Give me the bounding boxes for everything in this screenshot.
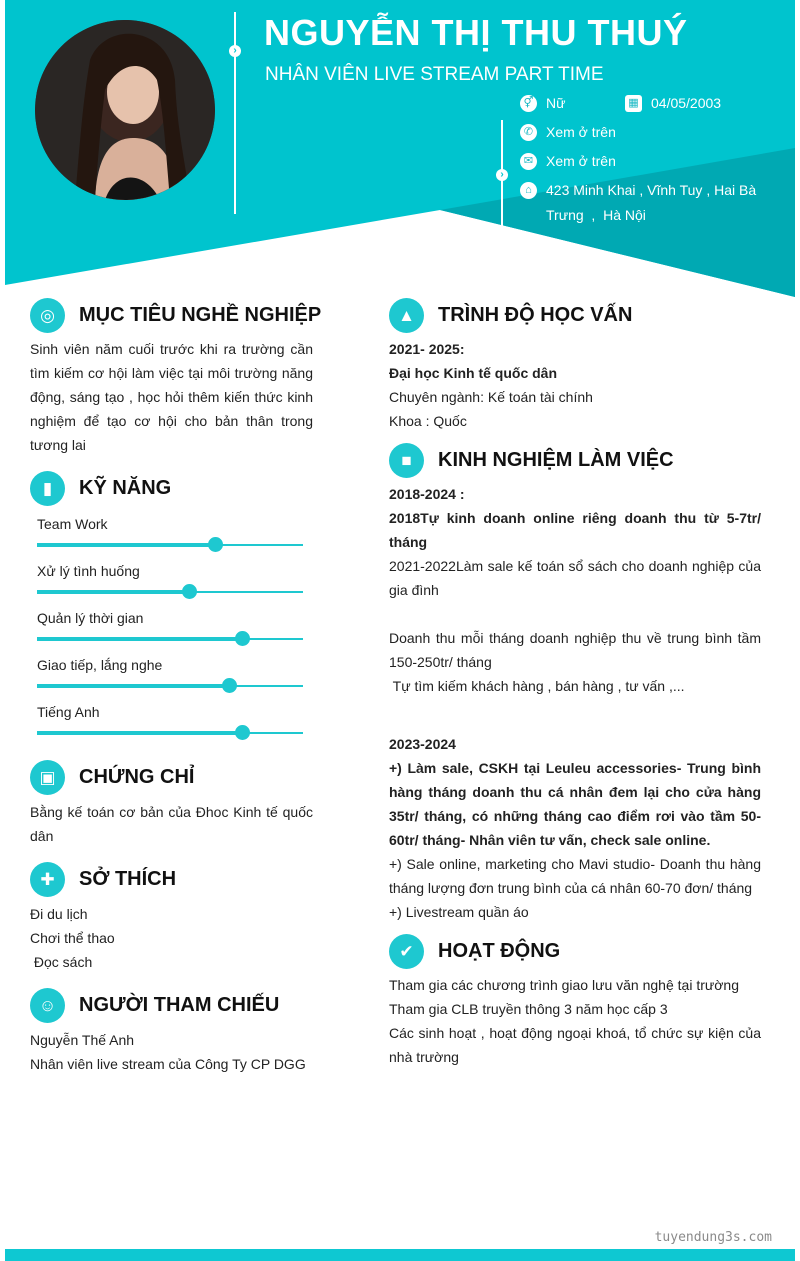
- education-faculty: Khoa : Quốc: [389, 413, 467, 429]
- list-item: Đọc sách: [30, 954, 93, 970]
- skill-level-knob: [235, 631, 250, 646]
- home-icon: ⌂: [520, 182, 537, 199]
- skill-item: Quản lý thời gian: [37, 608, 303, 640]
- skill-item: Team Work: [37, 514, 303, 546]
- experience-item: Tự tìm kiếm khách hàng , bán hàng , tư vấn ,...: [389, 678, 685, 694]
- experience-item: Doanh thu mỗi tháng doanh nghiệp thu về trung bình tầm 150-250tr/ tháng: [389, 630, 761, 670]
- education-school: Đại học Kinh tế quốc dân: [389, 365, 558, 381]
- experience-item: 2018Tự kinh doanh online riêng doanh thu từ 5-7tr/ tháng: [389, 510, 761, 550]
- experience-item: +) Livestream quần áo: [389, 904, 529, 920]
- experience-item: 2021-2022Làm sale kế toán sổ sách cho doanh nghiệp của gia đình: [389, 558, 761, 598]
- gender-icon: ⚥: [520, 95, 537, 112]
- objective-heading: ◎ MỤC TIÊU NGHỀ NGHIỆP: [30, 298, 321, 333]
- email-icon: ✉: [520, 153, 537, 170]
- briefcase-icon: ■: [389, 443, 424, 478]
- reference-name: Nguyễn Thế Anh: [30, 1032, 135, 1048]
- certificates-heading: ▣ CHỨNG CHỈ: [30, 760, 194, 795]
- contact-gender: [520, 91, 565, 116]
- certificate-text: Bằng kế toán cơ bản của Đhoc Kinh tế quốc dân: [30, 804, 313, 844]
- address-line-2: Trưng , Hà Nội: [546, 207, 646, 223]
- candidate-name: NGUYỄN THỊ THU THUÝ: [264, 12, 688, 53]
- references-heading: ☺ NGƯỜI THAM CHIẾU: [30, 988, 279, 1023]
- chevron-right-icon: ›: [496, 169, 508, 181]
- objective-text: Sinh viên năm cuối trước khi ra trường cần tìm kiếm cơ hội làm việc tại môi trường năng động, sáng tạo , học hỏi thêm kiến thức kinh nghiệm để tạo cơ hội cho bản thân trong tương lai: [30, 341, 313, 453]
- contact-email: [520, 149, 616, 174]
- activities-heading: ✔ HOẠT ĐỘNG: [389, 934, 560, 969]
- skill-item: Tiếng Anh: [37, 702, 303, 734]
- experience-heading: ■ KINH NGHIỆM LÀM VIỆC: [389, 443, 674, 478]
- birthday-value: 04/05/2003: [651, 95, 722, 111]
- skill-level-knob: [208, 537, 223, 552]
- calendar-icon: ▦: [625, 95, 642, 112]
- email-value: Xem ở trên: [546, 153, 616, 169]
- hobbies-list: [30, 902, 313, 974]
- skill-item: Xử lý tình huống: [37, 561, 303, 593]
- list-item: Chơi thể thao: [30, 930, 115, 946]
- contact-phone: [520, 120, 616, 145]
- education-details: [389, 337, 761, 433]
- education-period: 2021- 2025:: [389, 341, 465, 357]
- gender-value: Nữ: [546, 95, 566, 111]
- experience-item: +) Làm sale, CSKH tại Leuleu accessories- Trung bình hàng tháng doanh thu cá nhân đem lại cho cửa hàng 35tr/ tháng, có những tháng cao điểm rơi vào tầm 50-60tr/ tháng- Nhân viên tư vấn, check sale online.: [389, 760, 761, 848]
- reference-info: [30, 1028, 330, 1076]
- education-heading: ▲ TRÌNH ĐỘ HỌC VẤN: [389, 298, 632, 333]
- reference-detail: Nhân viên live stream của Công Ty CP DGG: [30, 1056, 306, 1072]
- skill-item: Giao tiếp, lắng nghe: [37, 655, 303, 687]
- job-title: NHÂN VIÊN LIVE STREAM PART TIME: [265, 64, 604, 85]
- experience-period: 2018-2024 :: [389, 486, 465, 502]
- phone-value: Xem ở trên: [546, 124, 616, 140]
- skill-level-knob: [222, 678, 237, 693]
- list-item: Tham gia CLB truyền thông 3 năm học cấp 3: [389, 1001, 668, 1017]
- experience-details: [389, 482, 761, 924]
- graduation-cap-icon: ▲: [389, 298, 424, 333]
- skills-heading: ▮ KỸ NĂNG: [30, 471, 171, 506]
- skill-level-knob: [235, 725, 250, 740]
- education-major: Chuyên ngành: Kế toán tài chính: [389, 389, 593, 405]
- list-item: Các sinh hoạt , hoạt động ngoại khoá, tổ chức sự kiện của nhà trường: [389, 1025, 761, 1065]
- hobbies-heading: ✚ SỞ THÍCH: [30, 862, 176, 897]
- bar-chart-icon: ▮: [30, 471, 65, 506]
- user-icon: ☺: [30, 988, 65, 1023]
- certificate-icon: ▣: [30, 760, 65, 795]
- avatar: [35, 20, 215, 200]
- list-item: Đi du lịch: [30, 906, 88, 922]
- gamepad-icon: ✚: [30, 862, 65, 897]
- activities-list: [389, 973, 761, 1069]
- phone-icon: ✆: [520, 124, 537, 141]
- contact-birthday: [625, 91, 721, 116]
- thumbs-up-icon: ✔: [389, 934, 424, 969]
- watermark: tuyendung3s.com: [654, 1230, 772, 1245]
- skill-level-knob: [182, 584, 197, 599]
- experience-period: 2023-2024: [389, 736, 456, 752]
- header-divider: [234, 12, 236, 214]
- contact-address: [520, 178, 770, 228]
- address-line-1: 423 Minh Khai , Vĩnh Tuy , Hai Bà: [546, 182, 757, 198]
- footer-bar: [5, 1249, 795, 1261]
- chevron-right-icon: ›: [229, 45, 241, 57]
- target-icon: ◎: [30, 298, 65, 333]
- list-item: Tham gia các chương trình giao lưu văn nghệ tại trường: [389, 977, 739, 993]
- experience-item: +) Sale online, marketing cho Mavi studio- Doanh thu hàng tháng lượng đơn trung bình của cá nhân 60-70 đơn/ tháng: [389, 856, 761, 896]
